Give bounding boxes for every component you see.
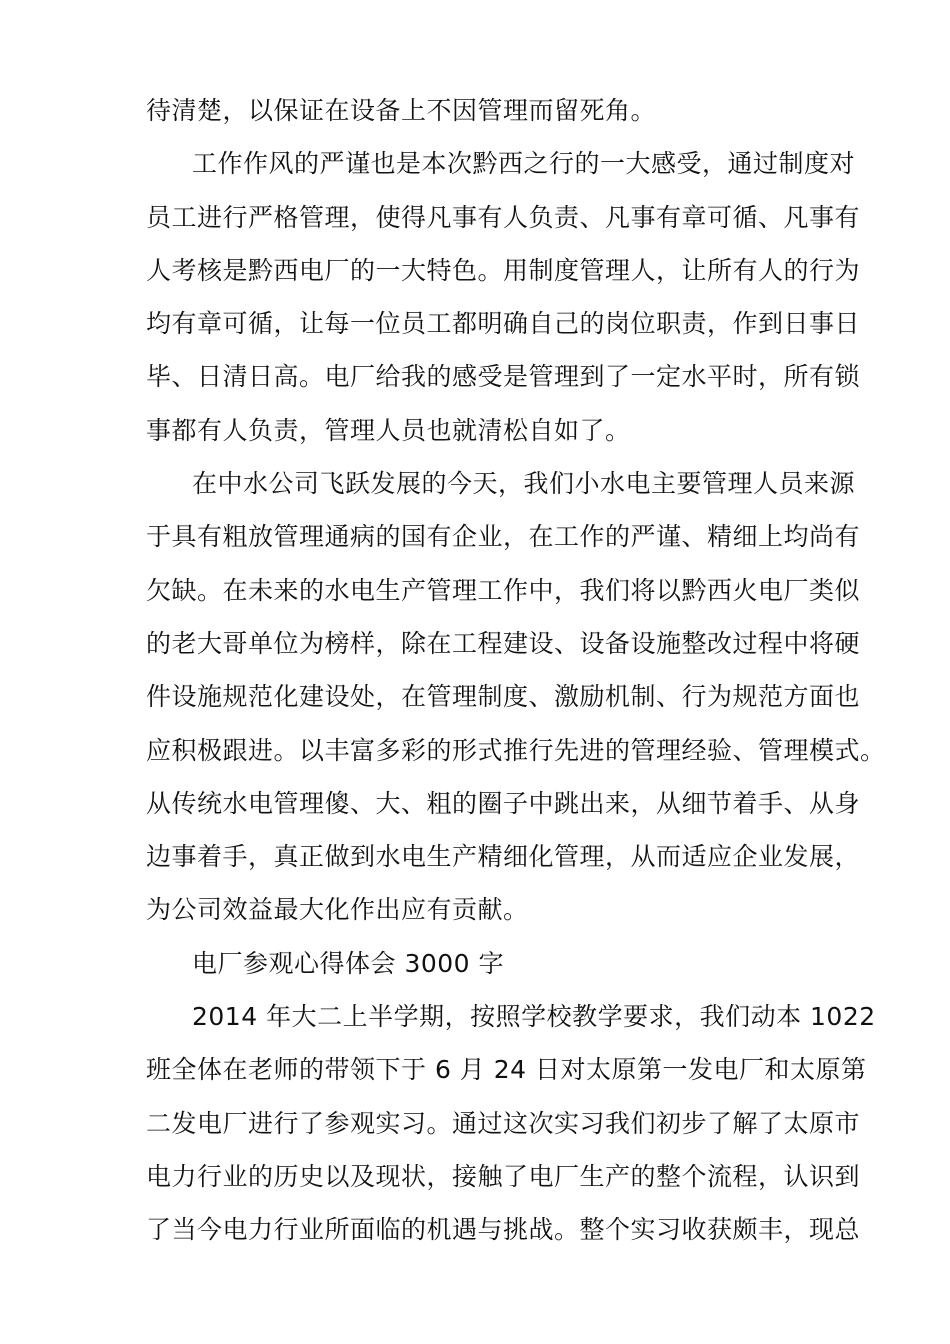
text-line: 的老大哥单位为榜样，除在工程建设、设备设施整改过程中将硬 bbox=[146, 628, 861, 658]
text-line: 于具有粗放管理通病的国有企业，在工作的严谨、精细上均尚有 bbox=[146, 522, 861, 552]
text-line: 电力行业的历史以及现状，接触了电厂生产的整个流程，认识到 bbox=[146, 1161, 861, 1191]
paragraph-start-line: 工作作风的严谨也是本次黔西之行的一大感受，通过制度对 bbox=[192, 149, 856, 179]
text-line: 边事着手，真正做到水电生产精细化管理，从而适应企业发展， bbox=[146, 842, 861, 872]
text-line: 员工进行严格管理，使得凡事有人负责、凡事有章可循、凡事有 bbox=[146, 202, 861, 232]
section-title: 电厂参观心得体会 3000 字 bbox=[192, 948, 505, 978]
text-line: 了当今电力行业所面临的机遇与挑战。整个实习收获颇丰，现总 bbox=[146, 1215, 861, 1245]
paragraph-start-line: 在中水公司飞跃发展的今天，我们小水电主要管理人员来源 bbox=[192, 469, 856, 499]
text-line: 班全体在老师的带领下于 6 月 24 日对太原第一发电厂和太原第 bbox=[146, 1055, 867, 1085]
body-text bbox=[146, 84, 886, 1257]
text-line: 人考核是黔西电厂的一大特色。用制度管理人，让所有人的行为 bbox=[146, 255, 861, 285]
text-line: 件设施规范化建设处，在管理制度、激励机制、行为规范方面也 bbox=[146, 682, 861, 712]
text-line: 应积极跟进。以丰富多彩的形式推行先进的管理经验、管理模式。 bbox=[146, 735, 886, 765]
text-line: 欠缺。在未来的水电生产管理工作中，我们将以黔西火电厂类似 bbox=[146, 575, 861, 605]
paragraph-start-line: 2014 年大二上半学期，按照学校教学要求，我们动本 1022 bbox=[192, 1002, 876, 1032]
text-line: 毕、日清日高。电厂给我的感受是管理到了一定水平时，所有锁 bbox=[146, 362, 861, 392]
text-line: 二发电厂进行了参观实习。通过这次实习我们初步了解了太原市 bbox=[146, 1108, 861, 1138]
text-line: 从传统水电管理傻、大、粗的圈子中跳出来，从细节着手、从身 bbox=[146, 788, 861, 818]
text-line: 均有章可循，让每一位员工都明确自己的岗位职责，作到日事日 bbox=[146, 309, 861, 339]
text-line: 事都有人负责，管理人员也就清松自如了。 bbox=[146, 415, 631, 445]
text-line: 为公司效益最大化作出应有贡献。 bbox=[146, 895, 529, 925]
text-line: 待清楚，以保证在设备上不因管理而留死角。 bbox=[146, 96, 657, 125]
